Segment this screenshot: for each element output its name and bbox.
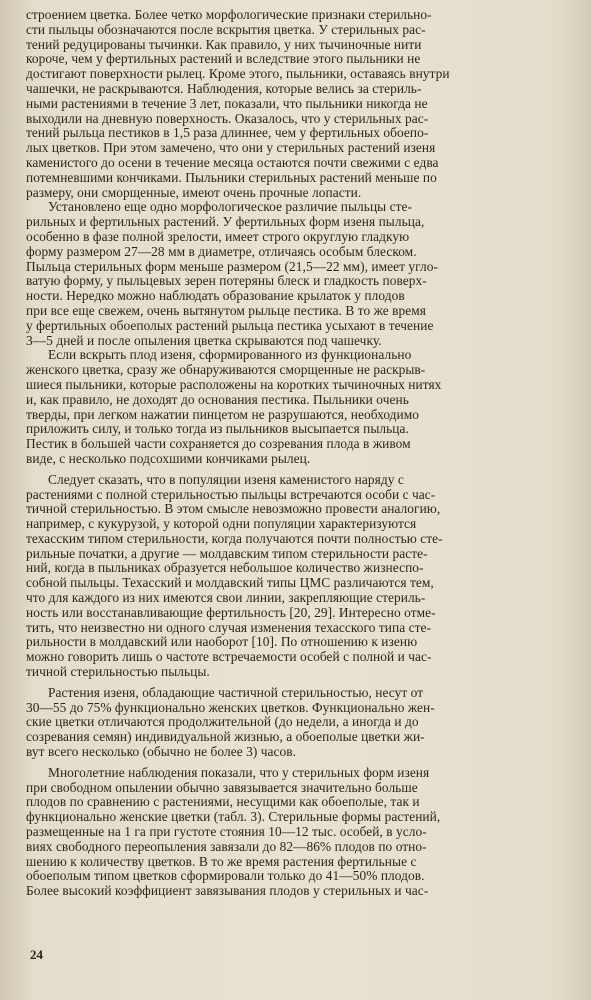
text-line: ными растениями в течение 3 лет, показали, что пыльники никогда не bbox=[26, 95, 428, 111]
text-line: рильных и фертильных растений. У фертильных форм изеня пыльца, bbox=[26, 214, 425, 230]
text-line: лых цветков. При этом замечено, что они у стерильных растений изеня bbox=[26, 140, 436, 156]
text-line: Пыльца стерильных форм меньше размером (21,5—22 мм), имеет угло- bbox=[26, 258, 438, 274]
text-line: форму размером 27—28 мм в диаметре, отличаясь особым блеском. bbox=[26, 243, 417, 259]
text-line: вут всего несколько (обычно не более 3) часов. bbox=[26, 744, 297, 760]
text-line: достигают поверхности рылец. Кроме этого, пыльники, оставаясь внутри bbox=[26, 66, 450, 82]
text-line: например, с кукурузой, у которой одни популяции характеризуются bbox=[26, 516, 417, 532]
text-line: шению к количеству цветков. В то же время растения фертильные с bbox=[26, 853, 417, 869]
text-line: Растения изеня, обладающие частичной стерильностью, несут от bbox=[48, 684, 424, 700]
text-body bbox=[26, 8, 573, 899]
text-line: ний, когда в пыльниках образуется небольшое количество жизнеспо- bbox=[26, 560, 424, 576]
text-line: Если вскрыть плод изеня, сформированного из функционально bbox=[48, 347, 412, 363]
text-line: сти пыльцы обозначаются после вскрытия цветка. У стерильных рас- bbox=[26, 21, 426, 37]
text-line: виде, с несколько подсохшими кончиками рылец. bbox=[26, 450, 311, 466]
text-line: и, как правило, не доходят до основания пестика. Пыльники очень bbox=[26, 391, 409, 407]
text-line: у фертильных обоеполых растений рыльца пестика усыхают в течение bbox=[26, 317, 434, 333]
text-line: ские цветки отличаются продолжительной (до недели, а иногда и до bbox=[26, 714, 419, 730]
text-line: что для каждого из них имеются свои линии, закрепляющие стериль- bbox=[26, 590, 426, 606]
text-line: особенно в фазе полной зрелости, имеет строго округлую гладкую bbox=[26, 228, 410, 244]
paragraph bbox=[26, 200, 573, 348]
text-line: каменистого до осени в течение месяца остаются почти свежими с едва bbox=[26, 154, 439, 170]
text-line: при свободном опылении обычно завязывается значительно больше bbox=[26, 779, 418, 795]
text-line: рильности в молдавский или наоборот [10]. По отношению к изеню bbox=[26, 634, 418, 650]
text-line: Следует сказать, что в популяции изеня каменистого наряду с bbox=[48, 471, 404, 487]
text-line: ность или восстанавливающие фертильность [20, 29]. Интересно отме- bbox=[26, 604, 436, 620]
text-line: обоеполым типом цветков сформировали только до 41—50% плодов. bbox=[26, 868, 425, 884]
paragraph bbox=[26, 348, 573, 466]
text-line: функционально женские цветки (табл. 3). Стерильные формы растений, bbox=[26, 809, 441, 825]
paragraph bbox=[26, 686, 573, 760]
paragraph bbox=[26, 8, 573, 200]
text-line: ности. Нередко можно наблюдать образование крылаток у плодов bbox=[26, 288, 405, 304]
page-number: 24 bbox=[30, 947, 43, 962]
text-line: Более высокий коэффициент завязывания плодов у стерильных и час- bbox=[26, 883, 429, 899]
text-line: плодов по сравнению с растениями, несущими как обоеполые, так и bbox=[26, 794, 420, 810]
text-line: тичной стерильностью пыльцы. bbox=[26, 664, 210, 680]
text-line: Пестик в большей части сохраняется до созревания плода в живом bbox=[26, 436, 411, 452]
text-line: собной пыльцы. Техасский и молдавский типы ЦМС различаются тем, bbox=[26, 575, 434, 591]
text-line: женского цветка, сразу же обнаруживаются сморщенные не раскрыв- bbox=[26, 362, 426, 378]
text-line: рильные початки, а другие — молдавским типом стерильности расте- bbox=[26, 545, 428, 561]
text-line: выходили на дневную поверхность. Оказалось, что у стерильных рас- bbox=[26, 110, 429, 126]
text-line: ватую форму, у пыльцевых зерен потеряны блеск и гладкость поверх- bbox=[26, 273, 427, 289]
text-line: 3—5 дней и после опыления цветка скрываются под чашечку. bbox=[26, 332, 382, 348]
text-line: размеру, они сморщенные, имеют очень прочные лопасти. bbox=[26, 184, 362, 200]
text-line: шиеся пыльники, которые расположены на коротких тычиночных нитях bbox=[26, 376, 442, 392]
text-line: тений редуцированы тычинки. Как правило, у них тычиночные нити bbox=[26, 36, 422, 52]
paragraph bbox=[26, 473, 573, 680]
text-line: потемневшими кончиками. Пыльники стерильных растений меньше по bbox=[26, 169, 437, 185]
text-line: размещенные на 1 га при густоте стояния 10—12 тыс. особей, в усло- bbox=[26, 824, 427, 840]
text-line: приложить силу, и только тогда из пыльников высыпается пыльца. bbox=[26, 421, 409, 437]
text-line: можно говорить лишь о частоте встречаемости особей с полной и час- bbox=[26, 649, 432, 665]
text-line: тичной стерильностью. В этом смысле невозможно провести аналогию, bbox=[26, 501, 441, 517]
text-line: при все еще свежем, очень вытянутом рыльце пестика. В то же время bbox=[26, 302, 426, 318]
text-line: Установлено еще одно морфологическое различие пыльцы сте- bbox=[48, 199, 412, 215]
text-line: созревания семян) индивидуальной жизнью, а обоеполые цветки жи- bbox=[26, 729, 425, 745]
text-line: тить, что неизвестно ни одного случая изменения техасского типа сте- bbox=[26, 619, 431, 635]
text-line: тверды, при легком нажатии пинцетом не разрушаются, необходимо bbox=[26, 406, 420, 422]
paragraph bbox=[26, 766, 573, 899]
text-line: 30—55 до 75% функционально женских цветков. Функционально жен- bbox=[26, 699, 435, 715]
text-line: строением цветка. Более четко морфологические признаки стерильно- bbox=[26, 7, 432, 22]
text-line: Многолетние наблюдения показали, что у стерильных форм изеня bbox=[48, 764, 430, 780]
text-line: виях свободного переопыления завязали до 82—86% плодов по отно- bbox=[26, 838, 427, 854]
text-line: тений рыльца пестиков в 1,5 раза длиннее, чем у фертильных обоепо- bbox=[26, 125, 429, 141]
text-line: короче, чем у фертильных растений и вследствие этого пыльники не bbox=[26, 51, 421, 67]
text-line: растениями с полной стерильностью пыльцы встречаются особи с час- bbox=[26, 486, 436, 502]
text-line: чашечки, не раскрываются. Наблюдения, которые велись за стериль- bbox=[26, 80, 422, 96]
text-line: техасским типом стерильности, когда получаются почти полностью сте- bbox=[26, 530, 443, 546]
